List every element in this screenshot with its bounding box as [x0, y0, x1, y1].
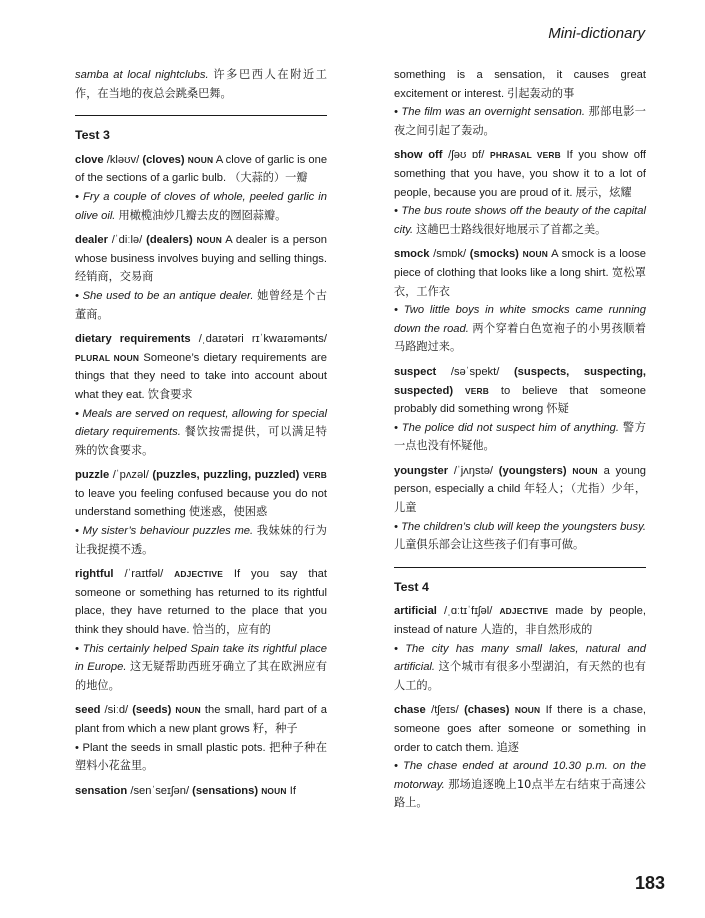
example-translation: 许多巴西人在附近工作，在当地的夜总会跳桑巴舞。 [75, 68, 327, 100]
entry-seed [75, 701, 327, 775]
entry-suspect [394, 363, 646, 456]
entry-show-off [394, 146, 646, 239]
definition-translation: 宽松罩衣，工作衣 [394, 265, 646, 298]
example-translation: 她曾经是个古董商。 [75, 288, 327, 321]
section-title: Test 4 [394, 579, 429, 594]
inflection: (sensations) [192, 784, 259, 797]
definition-translation: 人造的，非自然形成的 [480, 623, 593, 637]
definition-translation: 年轻人；（尤指）少年，儿童 [394, 482, 647, 515]
definition-translation: 展示，炫耀 [575, 185, 632, 199]
pronunciation: /ˌɑːtɪˈfɪʃəl/ [443, 605, 493, 618]
entry-chase [394, 701, 646, 813]
pronunciation: /siːd/ [104, 704, 129, 717]
pronunciation: /smɒk/ [433, 248, 467, 261]
example-translation: 我妹妹的行为让我捉摸不透。 [75, 524, 327, 556]
pronunciation: /tʃeɪs/ [431, 704, 459, 717]
definition-translation: 饮食要求 [147, 387, 193, 401]
example-text: • The police did not suspect him of anything. [394, 421, 620, 434]
definition: to leave you feeling confused because you do not understand something [75, 487, 327, 519]
left-column [75, 66, 327, 806]
entry-sensation [75, 782, 327, 801]
example-translation: 两个穿着白色宽袍子的小男孩顺着马路跑过来。 [394, 321, 646, 354]
definition: made by people, instead of nature [394, 605, 646, 637]
continuation-example [75, 66, 327, 103]
example-translation: 把种子种在塑料小花盆里。 [75, 740, 328, 773]
example-text: • Meals are served on request, allowing for special dietary requirements. [75, 407, 327, 439]
definition: A smock is a loose piece of clothing that looks like a long shirt. [394, 248, 647, 279]
headword: dealer [75, 234, 108, 247]
example-text: • Two little boys in white smocks came running down the road. [394, 304, 646, 335]
entry-artificial [394, 602, 646, 695]
headword: puzzle [75, 469, 110, 482]
example-text: • The film was an overnight sensation. [394, 106, 585, 119]
part-of-speech: PHRASAL VERB [490, 150, 561, 161]
definition: the small, hard part of a plant from which a new plant grows [75, 704, 328, 735]
definition-translation: 追逐 [496, 740, 519, 754]
entry-dietary-requirements [75, 330, 327, 460]
pronunciation: /kləʊv/ [106, 153, 140, 166]
definition: If you show off something that you have, you show it to a lot of people, because you are proud of it. [394, 149, 647, 199]
example-translation: 那场追逐晚上10点半左右结束于高速公路上。 [394, 777, 646, 810]
section-divider [75, 115, 327, 116]
headword: artificial [394, 605, 437, 618]
section-title: Test 3 [75, 128, 110, 143]
example-translation: 儿童俱乐部会让这些孩子们有事可做。 [394, 538, 585, 552]
inflection: (suspects, suspecting, suspected) [394, 365, 647, 397]
definition-translation: 使迷惑，使困惑 [188, 505, 268, 519]
inflection: (chases) [464, 704, 510, 717]
example-text: • She used to be an antique dealer. [75, 289, 254, 302]
example-text: • The city has many small lakes, natural and artificial. [394, 642, 646, 674]
definition-translation: 籽，种子 [252, 722, 298, 735]
headword: suspect [394, 365, 437, 378]
definition: If there is a chase, someone goes after someone or something in order to catch them. [394, 704, 647, 754]
definition: Someone’s dietary requirements are things that they need to take into account about what they eat. [75, 351, 328, 401]
entry-puzzle [75, 466, 327, 559]
example-translation: 警方一点也没有怀疑他。 [394, 420, 646, 453]
inflection: (cloves) [142, 153, 185, 166]
definition: A clove of garlic is one of the sections of a garlic bulb. [75, 153, 328, 185]
example-translation: 用橄榄油炒几瓣去皮的囫囵蒜瓣。 [118, 208, 287, 222]
example-translation: 那部电影一夜之间引起了轰动。 [394, 105, 646, 137]
example-translation: 这无疑帮助西班牙确立了其在欧洲应有的地位。 [75, 660, 328, 692]
entry-youngster [394, 462, 646, 555]
example-translation: 这趟巴士路线很好地展示了首都之美。 [416, 222, 607, 236]
part-of-speech: VERB [464, 385, 490, 396]
pronunciation: /senˈseɪʃən/ [130, 784, 190, 797]
inflection: (seeds) [132, 704, 172, 717]
headword: chase [394, 704, 426, 717]
example-text: • This certainly helped Spain take its rightful place in Europe. [75, 642, 327, 674]
inflection: (puzzles, puzzling, puzzled) [152, 469, 300, 482]
example-text: • The bus route shows off the beauty of the capital city. [394, 205, 646, 236]
entry-dealer [75, 231, 327, 324]
example-text: samba at local nightclubs. [75, 69, 209, 81]
part-of-speech: NOUN [187, 154, 214, 165]
pronunciation: /ˈdiːlə/ [111, 234, 143, 247]
inflection: (dealers) [146, 234, 193, 247]
headword: show off [394, 149, 443, 162]
pronunciation: /ˌdaɪətəri rɪˈkwaɪəmənts/ [198, 333, 327, 346]
definition: If you say that someone or something has returned to its rightful place, they have returned to the place that you think they should have. [75, 568, 327, 637]
pronunciation: /ʃəʊ ɒf/ [448, 149, 485, 162]
part-of-speech: NOUN [514, 705, 541, 716]
example-text: • The chase ended at around 10.30 p.m. on the motorway. [394, 760, 646, 791]
pronunciation: /səˈspekt/ [450, 365, 500, 378]
headword: smock [394, 248, 430, 261]
headword: seed [75, 704, 101, 717]
example-translation: 餐饮按需提供，可以满足特殊的饮食要求。 [75, 425, 327, 457]
part-of-speech: ADJECTIVE [499, 606, 549, 617]
headword: youngster [394, 464, 449, 477]
running-header: Mini-dictionary [548, 25, 645, 42]
definition-translation: 引起轰动的事 [507, 86, 575, 100]
example-text: • Fry a couple of cloves of whole, peeled garlic in olive oil. [75, 190, 327, 222]
entry-clove [75, 151, 327, 225]
headword: sensation [75, 784, 128, 797]
part-of-speech: NOUN [522, 249, 549, 260]
pronunciation: /ˈjʌŋstə/ [453, 464, 494, 477]
entry-smock [394, 245, 646, 357]
continuation-sensation [394, 66, 646, 140]
definition: If [289, 784, 296, 797]
headword: rightful [75, 568, 114, 581]
definition: a young person, especially a child [394, 464, 647, 496]
definition-translation: 怀疑 [546, 402, 569, 416]
right-column [394, 66, 646, 819]
part-of-speech: NOUN [572, 465, 598, 476]
pronunciation: /ˈpʌzəl/ [112, 469, 149, 482]
section-divider [394, 567, 646, 568]
example-text: • Plant the seeds in small plastic pots. [75, 741, 266, 754]
example-text: • My sister’s behaviour puzzles me. [75, 525, 254, 538]
definition-translation: 恰当的，应有的 [192, 623, 271, 637]
page-number: 183 [634, 873, 665, 893]
definition-translation: （大蒜的）一瓣 [229, 171, 308, 185]
entry-rightful [75, 565, 327, 695]
example-text: • The children’s club will keep the youngsters busy. [394, 520, 646, 533]
definition: A dealer is a person whose business involves buying and selling things. [75, 234, 328, 265]
part-of-speech: ADJECTIVE [174, 569, 223, 580]
headword: dietary requirements [75, 333, 191, 346]
part-of-speech: NOUN [175, 705, 201, 716]
part-of-speech: NOUN [261, 785, 287, 796]
definition-translation: 经销商，交易商 [75, 270, 154, 284]
definition: to believe that someone probably did something wrong [394, 384, 647, 416]
inflection: (smocks) [469, 248, 519, 261]
part-of-speech: VERB [302, 470, 328, 481]
pronunciation: /ˈraɪtfəl/ [124, 568, 164, 581]
part-of-speech: NOUN [196, 235, 223, 246]
definition: something is a sensation, it causes great excitement or interest. [394, 69, 646, 100]
headword: clove [75, 153, 104, 166]
part-of-speech: PLURAL NOUN [75, 352, 140, 363]
inflection: (youngsters) [498, 464, 567, 477]
example-translation: 这个城市有很多小型湖泊，有天然的也有人工的。 [394, 660, 646, 692]
